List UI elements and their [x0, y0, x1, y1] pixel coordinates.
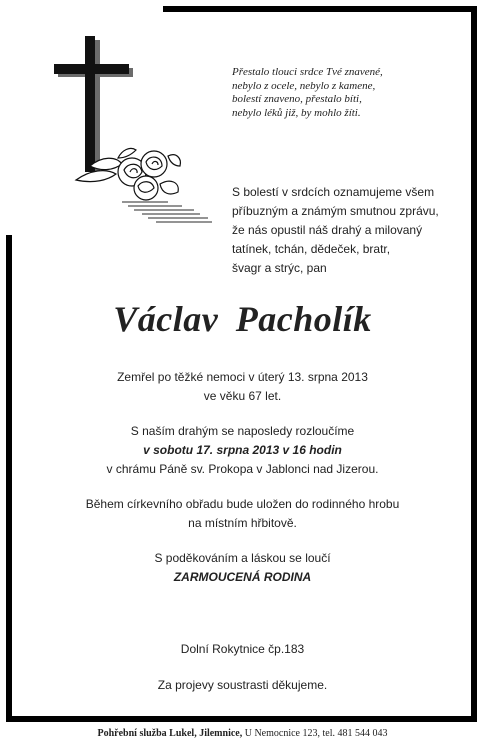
farewell — [0, 549, 485, 587]
funeral-datetime: v sobotu 17. srpna 2013 v 16 hodin — [143, 443, 342, 457]
farewell-line: S poděkováním a láskou se loučí — [154, 551, 331, 565]
poem-line: nebylo z ocele, nebylo z kamene, — [232, 79, 376, 92]
poem — [232, 66, 467, 120]
poem-line: bolestí znaveno, přestalo bíti, — [232, 93, 362, 105]
announcement-line: příbuzným a známým smutnou zprávu, — [232, 204, 439, 218]
announcement — [232, 183, 467, 278]
family-signature: ZARMOUCENÁ RODINA — [173, 570, 312, 584]
cross-icon — [50, 34, 220, 230]
announcement-line: švagr a strýc, pan — [232, 261, 327, 275]
announcement-line: že nás opustil náš drahý a milovaný — [232, 223, 423, 237]
burial-line: Během církevního obřadu bude uložen do rodinného hrobu — [85, 497, 400, 511]
burial-line: na místním hřbitově. — [188, 516, 297, 530]
funeral-intro: S naším drahým se naposledy rozloučíme — [130, 424, 355, 438]
burial-note — [0, 495, 485, 533]
death-notice — [0, 368, 485, 406]
border-frame-top — [163, 6, 477, 12]
poem-line: nebylo léků již, by mohlo žíti. — [232, 106, 361, 119]
announcement-line: S bolestí v srdcích oznamujeme všem — [232, 185, 435, 199]
funeral-details — [0, 422, 485, 479]
funeral-service-contact: U Nemocnice 123, tel. 481 544 043 — [242, 728, 388, 739]
border-frame-bottom — [6, 716, 477, 722]
poem-line: Přestalo tlouci srdce Tvé znavené, — [232, 66, 383, 78]
border-frame-right — [471, 6, 477, 722]
funeral-service-name: Pohřební služba Lukel, Jilemnice, — [97, 728, 243, 739]
deceased-name: Václav Pacholík — [113, 299, 372, 339]
condolences-note: Za projevy soustrasti děkujeme. — [157, 678, 328, 692]
age-line: ve věku 67 let. — [203, 389, 282, 403]
funeral-service-footer — [0, 728, 485, 739]
announcement-line: tatínek, tchán, dědeček, bratr, — [232, 242, 391, 256]
death-line: Zemřel po těžké nemoci v úterý 13. srpna 2013 — [117, 370, 368, 384]
funeral-place: v chrámu Páně sv. Prokopa v Jablonci nad Jizerou. — [106, 462, 379, 476]
address: Dolní Rokytnice čp.183 — [180, 642, 305, 656]
